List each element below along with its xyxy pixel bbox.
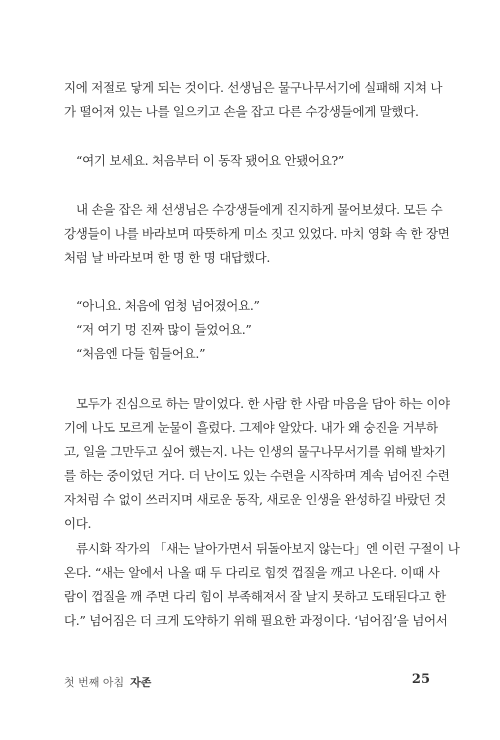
text-line: 를 하는 중이었던 거다. 더 난이도 있는 수련을 시작하며 계속 넘어진 수련 (64, 468, 450, 483)
text-line: 자처럼 수 없이 쓰러지며 새로운 동작, 새로운 인생을 완성하길 바랐던 것 (64, 492, 446, 507)
text-line: 모두가 진심으로 하는 말이었다. 한 사람 한 사람 마음을 담아 하는 이야 (76, 396, 450, 411)
dialogue-line: “아니요. 처음에 엄청 넘어졌어요.” (76, 298, 260, 313)
dialogue-line: “저 여기 멍 진짜 많이 들었어요.” (76, 322, 252, 337)
text-line: 다.” 넘어짐은 더 크게 도약하기 위해 필요한 과정이다. ‘넘어짐’을 넘어서 (64, 613, 448, 628)
text-line: 류시화 작가의 「새는 날아가면서 뒤돌아보지 않는다」엔 이런 구절이 나 (76, 541, 460, 556)
text-line: 온다. “새는 알에서 나올 때 두 다리로 힘껏 껍질을 깨고 나온다. 이때 사 (64, 565, 440, 580)
dialogue-line: “여기 보세요. 처음부터 이 동작 됐어요 안됐어요?” (76, 153, 345, 168)
text-line: 가 떨어져 있는 나를 일으키고 손을 잡고 다른 수강생들에게 말했다. (64, 104, 419, 119)
text-line: 내 손을 잡은 채 선생님은 수강생들에게 진지하게 물어보셨다. 모든 수 (76, 202, 443, 217)
dialogue-line: “처음엔 다들 힘들어요.” (76, 346, 206, 361)
page-number: 25 (411, 672, 430, 687)
text-line: 지에 저절로 닿게 되는 것이다. 선생님은 물구나무서기에 실패해 지쳐 나 (64, 80, 443, 95)
text-line: 이다. (64, 516, 92, 531)
text-line: 기에 나도 모르게 눈물이 흘렀다. 그제야 알았다. 내가 왜 숭진을 거부하 (64, 420, 438, 435)
chapter-label: 첫 번째 아침 (64, 676, 125, 689)
text-line: 강생들이 나를 바라보며 따뜻하게 미소 짓고 있었다. 마치 영화 속 한 장면 (64, 226, 450, 241)
text-line: 람이 껍질을 깨 주면 다리 힘이 부족해져서 잘 날지 못하고 도태된다고 한 (64, 589, 446, 604)
text-line: 처럼 날 바라보며 한 명 한 명 대답했다. (64, 250, 271, 265)
text-line: 고, 일을 그만두고 싶어 했는지. 나는 인생의 물구나무서기를 위해 발차기 (64, 444, 446, 459)
running-footer (64, 674, 151, 690)
chapter-title: 자존 (130, 676, 152, 689)
